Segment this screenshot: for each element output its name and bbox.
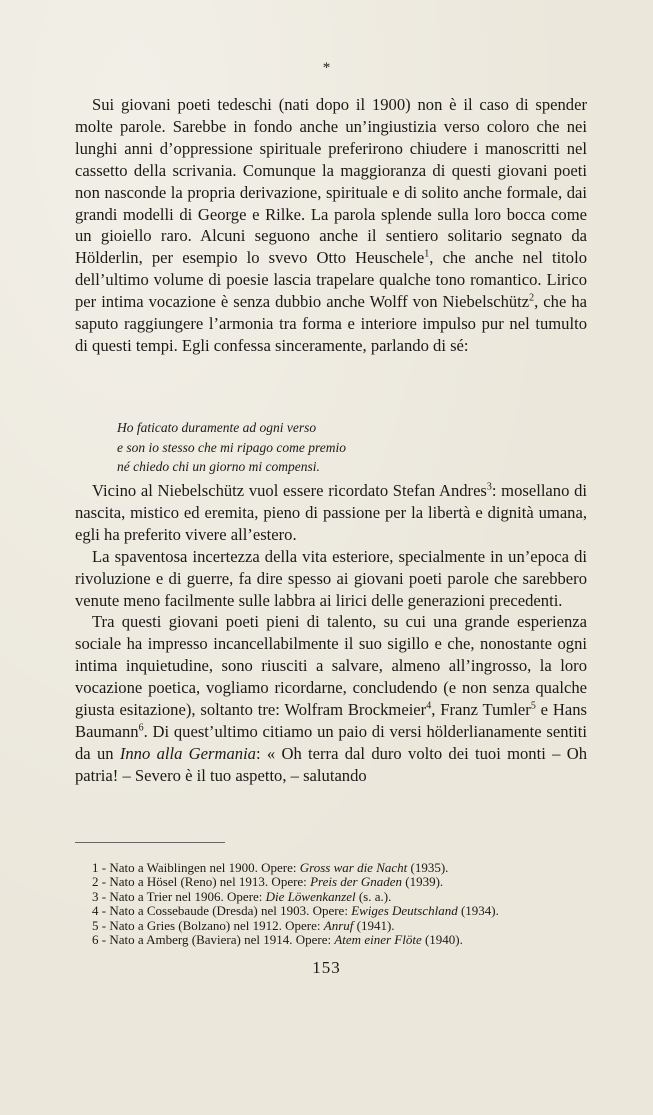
paragraph-4-text-a: Tra questi giovani poeti pieni di talento, su cui una grande esperienza sociale ha impresso incancellabilmente il suo sigillo e che, nonostante ogni intima inquietudine, sono riusciti a salvare, almeno all’ingrosso, la loro vocazione poetica, vogliamo ricordarne, concludendo (e non senza qualche giusta esitazione), soltanto tre: Wolfram Brockmeier	[75, 612, 587, 720]
paragraph-1-part-b: , che anche nel titolo dell’ultimo volume di poesie lascia trapelare qualche tono romantico. Lirico per intima vocazione è senza dubbio anche Wolff von Niebelschütz	[75, 248, 587, 312]
footnote-number: 1	[92, 860, 99, 875]
paragraph-2-text-a: Vicino al Niebelschütz vuol essere ricordato Stefan Andres	[92, 481, 487, 500]
footnote-number: 4	[92, 903, 99, 919]
footnote-year: (1939).	[402, 874, 444, 890]
paragraph-4-text-b: , Franz Tumler	[431, 700, 531, 720]
footnote	[75, 933, 587, 947]
verse-line: Ho faticato duramente ad ogni verso	[117, 420, 317, 435]
paragraph-3: La spaventosa incertezza della vita esteriore, specialmente in un’epoca di rivoluzione e di guerre, fa dire spesso ai giovani poeti parole che sarebbero venute meno facilmente sulle labbra ai lirici delle generazioni precedenti.	[75, 546, 587, 610]
footnote-text: - Nato a Trier nel 1906. Opere:	[101, 888, 266, 904]
footnote-work: Preis der Gnaden	[310, 874, 403, 890]
paragraph-4-text-e: : « Oh terra dal duro volto dei tuoi monti – Oh patria! – Severo è il tuo aspetto, – salutando	[75, 743, 587, 785]
footnote-text: - Nato a Cossebaude (Dresda) nel 1903. Opere:	[101, 903, 352, 919]
footnote-work: Ewiges Deutschland	[351, 903, 458, 919]
paragraph-4-text-d: . Di quest’ultimo citiamo un paio di versi hölderlianamente sentiti da un	[75, 721, 587, 763]
paragraph-2-text-b: : mosellano di nascita, mistico ed eremita, pieno di passione per la libertà e dignità umana, egli ha preferito vivere all’estero.	[75, 481, 587, 544]
page-number: 153	[312, 958, 341, 977]
paragraph-1-part-a: Sui giovani poeti tedeschi (nati dopo il 1900) non è il caso di spender molte parole. Sarebbe in fondo anche un’ingiustizia verso coloro che nei lunghi anni d’oppressione spirituale preferirono chiudere i manoscritti nel cassetto della scrivania. Comunque la maggioranza di questi giovani poeti non nasconde la propria derivazione, spirituale e di solito anche formale, dai grandi modelli di George e Rilke. La parola splende sulla loro bocca come un gioiello raro. Alcuni seguono anche il sentiero solitario segnato da Hölderlin, per esempio lo svevo Otto Heuschele	[75, 95, 587, 268]
footnote-number: 2	[92, 874, 99, 890]
text-block-top	[75, 94, 587, 357]
footnote-work: Anruf	[323, 917, 354, 933]
footnote-ref-1: 1	[424, 248, 430, 260]
footnote-work: Gross war die Nacht	[299, 860, 408, 875]
verse-quote	[117, 418, 346, 477]
footnote-year: (s. a.).	[355, 888, 392, 904]
footnote-year: (1935).	[407, 860, 449, 875]
verse-line: né chiedo chi un giorno mi compensi.	[117, 459, 320, 474]
footnote	[75, 919, 587, 933]
footnote-text: - Nato a Gries (Bolzano) nel 1912. Opere:	[101, 917, 324, 933]
footnote-year: (1934).	[457, 903, 499, 919]
paragraph-4-text-c: e Hans Baumann	[75, 700, 587, 741]
footnote-number: 3	[92, 888, 99, 904]
footnote-work: Die Löwenkanzel	[265, 888, 356, 904]
paragraph-1	[75, 94, 587, 357]
footnote-number: 5	[92, 917, 99, 933]
footnote-ref-2: 2	[529, 292, 535, 304]
footnote-ref-3: 3	[486, 481, 492, 493]
footnotes	[75, 861, 587, 947]
footnote-year: (1940).	[421, 932, 463, 948]
footnote-text: - Nato a Amberg (Baviera) nel 1914. Opere:	[101, 932, 335, 948]
poem-title: Inno alla Germania	[119, 743, 256, 763]
paragraph-1-part-c: , che ha saputo raggiungere l’armonia tra forma e interiore impulso pur nel tumulto di questi tempi. Egli confessa sinceramente, parlando di sé:	[75, 292, 587, 355]
footnote-work: Atem einer Flöte	[334, 932, 422, 948]
footnote-ref-6: 6	[138, 722, 144, 734]
footnote-ref-5: 5	[530, 700, 536, 712]
footnote-year: (1941).	[353, 917, 395, 933]
paragraph-2	[75, 480, 587, 546]
footnote	[75, 904, 587, 918]
text-block-bottom	[75, 480, 587, 787]
section-ornament: *	[322, 60, 331, 76]
footnote-divider	[75, 842, 225, 843]
footnote-text: - Nato a Waiblingen nel 1900. Opere:	[101, 860, 300, 875]
paragraph-4	[75, 611, 587, 786]
footnote	[75, 875, 587, 889]
verse-line: e son io stesso che mi ripago come premio	[117, 439, 346, 455]
footnote-ref-4: 4	[426, 700, 432, 712]
footnote	[75, 861, 587, 875]
footnote-text: - Nato a Hösel (Reno) nel 1913. Opere:	[101, 874, 311, 890]
footnote	[75, 890, 587, 904]
footnote-number: 6	[92, 932, 99, 948]
